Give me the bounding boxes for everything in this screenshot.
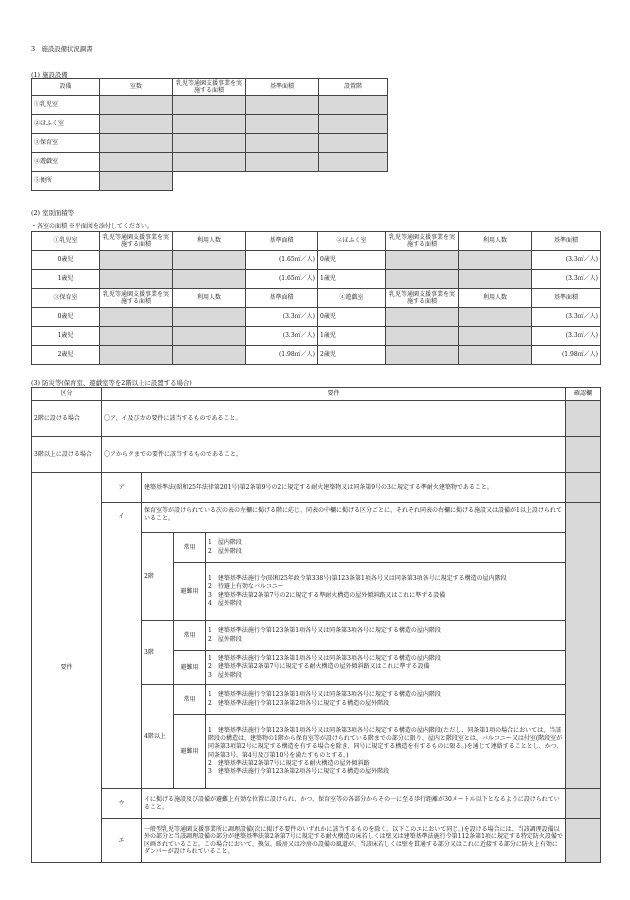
age-label: 2歳児	[32, 346, 100, 365]
area-cell[interactable]	[100, 346, 173, 365]
age-label: 1歳児	[32, 270, 100, 289]
facility-list: 1 建築基準法施行令(昭和25年政令第338号)第123条第1項各号又は同条第3項各号に規定する構造の屋内階段 2 待避上有効なバルコニー 3 建築基準法第2条第7号の2に規定する準耐火構造の屋外傾斜路又はこれに準ずる設備 4 屋外階段	[206, 563, 566, 621]
check-cell[interactable]	[566, 819, 601, 863]
age-label: 1歳児	[318, 270, 386, 289]
room-name: ①乳児室	[32, 232, 100, 251]
standard-area: (3.3㎡／人)	[532, 270, 601, 289]
check-cell[interactable]	[566, 503, 601, 789]
page-title: 3 施設設備状況調書	[31, 45, 93, 53]
standard-area-cell[interactable]	[246, 115, 319, 134]
standard-area: (3.3㎡／人)	[532, 308, 601, 327]
users-cell[interactable]	[459, 308, 532, 327]
fire-safety-table	[31, 387, 601, 863]
standard-area: (3.3㎡／人)	[532, 251, 601, 270]
col-header: 利用人数	[459, 232, 532, 251]
item-mark: ウ	[102, 789, 142, 819]
age-label: 0歳児	[318, 251, 386, 270]
section-1-heading: (1) 施設設備	[31, 71, 68, 79]
item-a-text: 建築基準法(昭和25年法律第201号)第2条第9号の2に規定する耐火建築物又は同条第9号の3に規定する準耐火建築物であること。	[142, 473, 566, 503]
standard-area: (1.65㎡／人)	[246, 270, 318, 289]
col-header: 乳児等通園支援事業を実施する面積	[386, 289, 459, 308]
area-cell[interactable]	[100, 251, 173, 270]
standard-area: (1.65㎡／人)	[246, 251, 318, 270]
col-header: 基準面積	[246, 232, 318, 251]
facility-row-label: ④遊戯室	[32, 153, 100, 172]
area-cell[interactable]	[100, 308, 173, 327]
area-cell[interactable]	[386, 308, 459, 327]
section-3-heading: (3) 防災等(保育室、遊戯室等を2階以上に設置する場合)	[31, 379, 192, 387]
room-name: ③保育室	[32, 289, 100, 308]
floor-label: 2階	[142, 533, 174, 621]
floor-cell[interactable]	[319, 115, 388, 134]
col-header: 乳児等通園支援事業を実施する面積	[386, 232, 459, 251]
facility-list: 1 建築基準法施行令第123条第1項各号又は同条第3項各号に規定する構造の屋内階段 2 屋外階段	[206, 621, 566, 651]
facility-list: 1 建築基準法施行令第123条第1項各号又は同条第3項各号に規定する構造の屋内階段 2 建築基準法第2条第7号に規定する耐火構造の屋外傾斜路又はこれに準ずる設備 3 屋外階段	[206, 651, 566, 685]
standard-area: (1.98㎡／人)	[246, 346, 318, 365]
area-cell[interactable]	[386, 346, 459, 365]
check-cell[interactable]	[566, 437, 601, 473]
col-header: 乳児等通園支援事業を実施する面積	[100, 232, 173, 251]
area-cell[interactable]	[386, 327, 459, 346]
facility-list: 1 屋内階段 2 屋外階段	[206, 533, 566, 563]
users-cell[interactable]	[173, 251, 246, 270]
check-cell[interactable]	[566, 473, 601, 503]
requirements-side-label: 要件	[32, 473, 102, 863]
check-cell[interactable]	[566, 401, 601, 437]
floor-label: 3階	[142, 621, 174, 685]
standard-area: (3.3㎡／人)	[246, 308, 318, 327]
age-label: 0歳児	[32, 308, 100, 327]
standard-area: (1.98㎡／人)	[532, 346, 601, 365]
kind-label: 避難用	[174, 715, 206, 789]
col-header: 利用人数	[173, 289, 246, 308]
col-header-check: 確認欄	[566, 388, 601, 401]
section-2-note: ・各室の面積 ※平面図を添付してください。	[31, 223, 153, 230]
room-count-cell[interactable]	[100, 153, 173, 172]
facility-row-label: ①乳児室	[32, 96, 100, 115]
area-cell[interactable]	[173, 153, 246, 172]
floor-2-label: 2階に設ける場合	[32, 401, 102, 437]
kind-label: 避難用	[174, 651, 206, 685]
facility-table	[31, 78, 388, 191]
item-e-text: 一般型乳児等通園支援事業所に調理設備(次に掲げる要件のいずれかに該当するものを除く。以下このエにおいて同じ。)を設ける場合には、当該調理設備以外の部分と当該調理設備の部分が建築基準法第2条第7号に規定する耐火構造の床若しくは壁又は建築基準法施行令第112条第1項に規定する特定防火設備で区画されていること。この場合において、換気、暖房又は冷房の設備の風道が、当該床若しくは壁を貫通する部分又はこれに近接する部分に防火上有効にダンパーが設けられていること。	[142, 819, 566, 863]
age-label: 1歳児	[32, 327, 100, 346]
section-2-heading: (2) 室別面積等	[31, 209, 75, 217]
item-u-text: イに掲げる施設及び設備が避難上有効な位置に設けられ、かつ、保育室等の各部分からその一に至る歩行距離が30メートル以下となるように設けられていること。	[142, 789, 566, 819]
floor-cell[interactable]	[319, 134, 388, 153]
facility-header: 室数	[100, 79, 173, 96]
item-mark: エ	[102, 819, 142, 863]
standard-area: (3.3㎡／人)	[532, 327, 601, 346]
floor-cell[interactable]	[319, 96, 388, 115]
room-count-cell[interactable]	[100, 172, 173, 191]
col-header: 利用人数	[459, 289, 532, 308]
facility-list: 1 建築基準法施行令第123条第1項各号又は同条第3項各号に規定する構造の屋内階段 2 建築基準法施行令第123条第2項各号に規定する構造の屋外階段	[206, 685, 566, 715]
kind-label: 常用	[174, 621, 206, 651]
area-cell[interactable]	[386, 270, 459, 289]
check-cell[interactable]	[566, 789, 601, 819]
kind-label: 避難用	[174, 563, 206, 621]
item-mark: イ	[102, 503, 142, 789]
room-name: ④遊戯室	[318, 289, 386, 308]
area-cell[interactable]	[173, 134, 246, 153]
col-header: 基準面積	[532, 232, 601, 251]
standard-area-cell[interactable]	[246, 134, 319, 153]
room-area-table	[31, 231, 601, 365]
age-label: 0歳児	[318, 308, 386, 327]
age-label: 2歳児	[318, 346, 386, 365]
facility-row-label: ⑤便所	[32, 172, 100, 191]
area-cell[interactable]	[386, 251, 459, 270]
col-header-kubun: 区分	[32, 388, 102, 401]
floor-cell[interactable]	[319, 153, 388, 172]
users-cell[interactable]	[459, 270, 532, 289]
facility-row-label: ③保育室	[32, 134, 100, 153]
col-header-youken: 要件	[102, 388, 566, 401]
area-cell[interactable]	[173, 115, 246, 134]
kind-label: 常用	[174, 533, 206, 563]
standard-area-cell[interactable]	[246, 153, 319, 172]
floor-3-requirement: 〇アからクまでの要件に該当するものであること。	[102, 437, 566, 473]
room-count-cell[interactable]	[100, 115, 173, 134]
col-header: 基準面積	[532, 289, 601, 308]
room-name: ②ほふく室	[318, 232, 386, 251]
facility-header: 乳児等通園支援事業を実施する面積	[173, 79, 246, 96]
age-label: 0歳児	[32, 251, 100, 270]
col-header: 乳児等通園支援事業を実施する面積	[100, 289, 173, 308]
floor-2-requirement: 〇ア、イ及びカの要件に該当するものであること。	[102, 401, 566, 437]
facility-list: 1 建築基準法施行令第123条第1項各号又は同条第3項各号に規定する構造の屋内階段(ただし、同条第1項の場合においては、当該階段の構造は、建築物の1階から保育室等が設けられている階までの部分に限り、屋内と階段室とは、バルコニー又は付室(階段室が同条第3項第2号に規定する構造を有する場合を除き、同号に規定する構造を有するものに限る。)を通じて連絡することとし、かつ、同条第3号、第4号及び第10号を満たすものとする。) 2 建築基準法第2条第7号に規定する耐火構造の屋外傾斜路 3 建築基準法施行令第123条第2項各号に規定する構造の屋外階段	[206, 715, 566, 789]
col-header: 利用人数	[173, 232, 246, 251]
floor-label: 4階以上	[142, 685, 174, 789]
room-count-cell[interactable]	[100, 134, 173, 153]
item-mark: ア	[102, 473, 142, 503]
facility-header: 基準面積	[246, 79, 319, 96]
users-cell[interactable]	[459, 346, 532, 365]
kind-label: 常用	[174, 685, 206, 715]
users-cell[interactable]	[173, 327, 246, 346]
standard-area-cell[interactable]	[246, 96, 319, 115]
users-cell[interactable]	[173, 308, 246, 327]
floor-3-label: 3階以上に設ける場合	[32, 437, 102, 473]
area-cell[interactable]	[100, 327, 173, 346]
users-cell[interactable]	[173, 270, 246, 289]
standard-area: (3.3㎡／人)	[246, 327, 318, 346]
users-cell[interactable]	[459, 251, 532, 270]
facility-header: 設置階	[319, 79, 388, 96]
facility-header: 設備	[32, 79, 100, 96]
facility-row-label: ②ほふく室	[32, 115, 100, 134]
room-count-cell[interactable]	[100, 96, 173, 115]
users-cell[interactable]	[459, 327, 532, 346]
age-label: 1歳児	[318, 327, 386, 346]
users-cell[interactable]	[173, 346, 246, 365]
area-cell[interactable]	[100, 270, 173, 289]
item-i-text: 保育室等が設けられている次の表の左欄に掲げる階に応じ、同表の中欄に掲げる区分ごとに、それぞれ同表の右欄に掲げる施設又は設備が1以上設けられていること。	[142, 503, 566, 533]
area-cell[interactable]	[173, 96, 246, 115]
col-header: 基準面積	[246, 289, 318, 308]
